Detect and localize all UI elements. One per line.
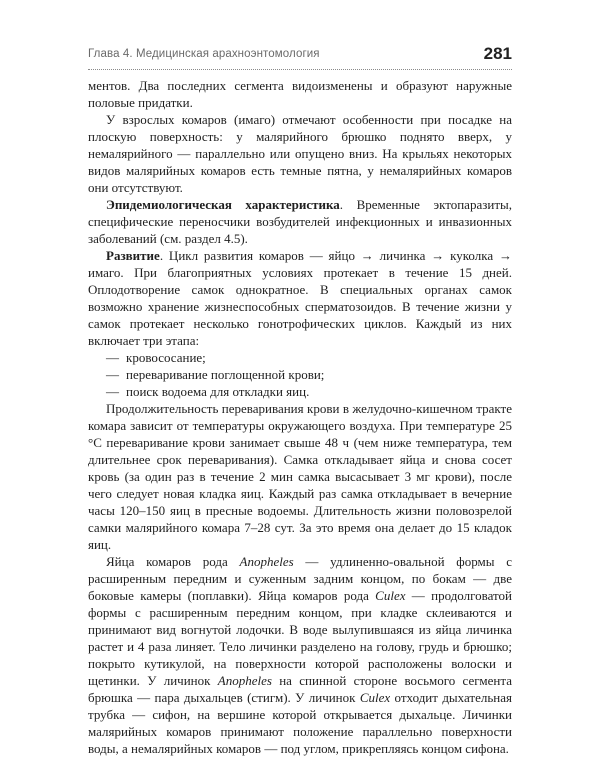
page-body	[88, 77, 512, 757]
page-number: 281	[483, 44, 512, 63]
paragraph-3-text: . Временные эктопаразиты, специфические переносчики возбудителей инфекционных и инвазионных заболеваний (см. раздел 4.5).	[88, 197, 512, 246]
paragraph-6	[88, 553, 512, 757]
header-divider	[88, 69, 512, 70]
list-item	[88, 366, 512, 383]
list-dash: —	[106, 384, 119, 399]
paragraph-5: Продолжительность переваривания крови в желудочно-кишечном тракте комара зависит от температуры окружающего воздуха. При температуре 25 °С переваривание крови занимает свыше 48 ч (чем ниже температура, тем длительнее срок переваривания). Самка откладывает яйца и снова сосет кровь (за один раз в течение 2 мин самка высасывает 3 мг крови), после чего следует новая кладка яиц. Каждый раз самка откладывает в вечерние часы 120–150 яиц в пресные водоемы. Длительность жизни половозрелой самки малярийного комара 7–28 сут. За это время она делает до 15 кладок яиц.	[88, 401, 512, 552]
list-dash: —	[106, 350, 119, 365]
list-item-text: поиск водоема для откладки яиц.	[126, 384, 310, 399]
chapter-title: Глава 4. Медицинская арахноэнтомология	[88, 48, 320, 60]
genus-name: Anopheles	[239, 554, 294, 569]
list-dash: —	[106, 367, 119, 382]
paragraph-3	[88, 196, 512, 247]
running-header	[88, 44, 512, 66]
genus-name: Culex	[359, 690, 391, 705]
stages-list	[88, 349, 512, 400]
paragraph-4	[88, 247, 512, 349]
list-item-text: переваривание поглощенной крови;	[126, 367, 325, 382]
genus-name: Culex	[375, 588, 406, 603]
list-item	[88, 349, 512, 366]
list-item-text: кровососание;	[126, 350, 206, 365]
paragraph-6-text: на спинной стороне восьмого сегмента брюшка — пара дыхальцев (стигм). У личинок	[88, 673, 512, 705]
development-heading: Развитие	[106, 248, 160, 263]
paragraph-1: ментов. Два последних сегмента видоизменены и образуют наружные половые придатки.	[88, 78, 512, 110]
paragraph-6-text: отходит дыхательная трубка — сифон, на вершине которой открывается дыхальце. Личинки малярийных комаров принимают положение параллельно поверхности воды, а немалярийных комаров — под углом, прикрепляясь концом сифона.	[88, 690, 513, 756]
list-item	[88, 383, 512, 400]
paragraph-4-text: . Цикл развития комаров — яйцо → личинка → куколка → имаго. При благоприятных условиях протекает в течение 15 дней. Оплодотворение самок однократное. В специальных органах самок возможно хранение жизнеспособных сперматозоидов. В течение жизни у самок протекает несколько гонотрофических циклов. Каждый из них включает три этапа:	[88, 248, 512, 348]
epidemiology-heading: Эпидемиологическая характеристика	[106, 197, 340, 212]
paragraph-6-text: — продолговатой формы с расширенным передним концом, при кладке склеиваются и принимают вид вогнутой лодочки. В воде вылупившаяся из яйца личинка растет и 4 раза линяет. Тело личинки разделено на голову, грудь и брюшко; покрыто кутикулой, на поверхности которой расположены волоски и щетинки. У личинок	[88, 588, 512, 688]
paragraph-2: У взрослых комаров (имаго) отмечают особенности при посадке на плоскую поверхность: у малярийного брюшко поднято вверх, у немалярийного — параллельно или опущено вниз. На крыльях некоторых видов малярийных комаров есть темные пятна, у немалярийных комаров они отсутствуют.	[88, 112, 512, 195]
genus-name: Anopheles	[217, 673, 272, 688]
paragraph-6-text: — удлиненно-овальной формы с расширенным передним и суженным задним концом, по бокам — две боковые камеры (поплавки). Яйца комаров рода	[88, 554, 512, 603]
paragraph-6-text: Яйца комаров рода	[106, 554, 240, 569]
